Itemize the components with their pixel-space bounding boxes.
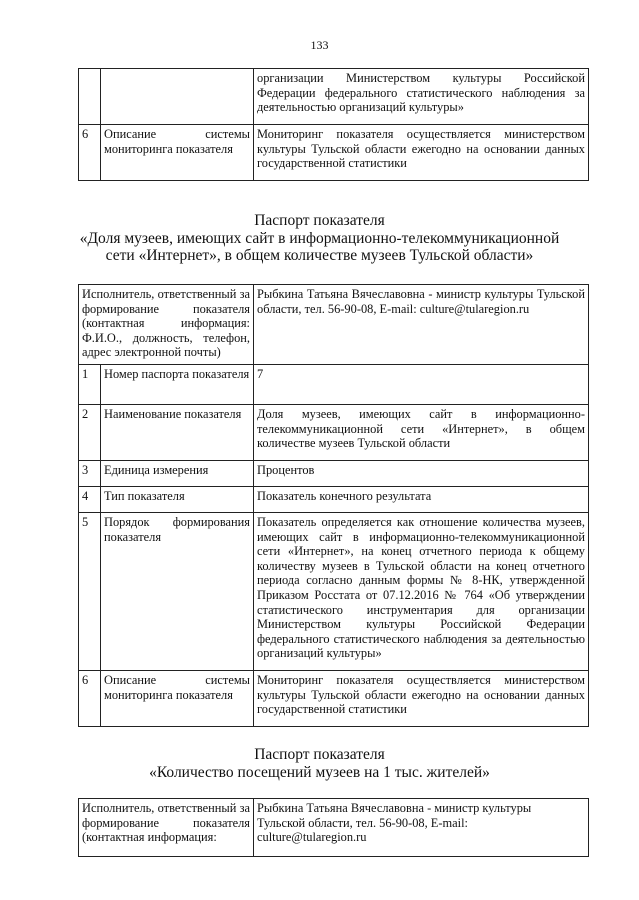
- executor-value-line: Тульской области, тел. 56-90-08, E-mail:: [257, 815, 468, 830]
- passport-subtitle: «Доля музеев, имеющих сайт в информационно-телекоммуникационной: [79, 229, 560, 247]
- executor-value-line: culture@tularegion.ru: [257, 830, 367, 845]
- value-cell: Показатель определяется как отношение количества музеев, имеющих сайт в информационно-телекоммуникационной сети «Интернет», на конец отчетного периода к общему количеству музеев в Тульской области на конец отчетного периода согласно данным формы № 8-НК, утвержденной Приказом Росстата от 07.12.2016 № 764 «Об утверждении статистического инструментария для организации Министерством культуры Российской Федерации федерального статистического наблюдения за деятельностью организаций культуры»: [254, 513, 589, 671]
- passport-subtitle: сети «Интернет», в общем количестве музеев Тульской области»: [105, 247, 534, 264]
- executor-value-line: Рыбкина Татьяна Вячеславовна - министр культуры: [257, 801, 532, 815]
- table-row: [79, 799, 589, 857]
- label-cell: Номер паспорта показателя: [101, 365, 254, 405]
- table-row: [79, 69, 589, 125]
- table-row: [79, 487, 589, 513]
- table-row: [79, 285, 589, 365]
- value-cell: Показатель конечного результата: [254, 487, 589, 513]
- continuation-table: [78, 68, 589, 181]
- passport-table: [78, 284, 589, 727]
- value-cell: Мониторинг показателя осуществляется министерством культуры Тульской области ежегодно на основании данных государственной статистики: [254, 671, 589, 727]
- number-cell: 6: [79, 671, 101, 727]
- number-cell: [79, 69, 101, 125]
- number-cell: 1: [79, 365, 101, 405]
- passport-subtitle: «Количество посещений музеев на 1 тыс. жителей»: [149, 763, 490, 781]
- label-cell: Порядок формирования показателя: [101, 513, 254, 671]
- label-cell: [101, 69, 254, 125]
- table-row: [79, 461, 589, 487]
- number-cell: 6: [79, 125, 101, 181]
- label-cell: Единица измерения: [101, 461, 254, 487]
- value-cell: 7: [254, 365, 589, 405]
- value-cell: организации Министерством культуры Российской Федерации федерального статистического наблюдения за деятельностью организаций культуры»: [254, 69, 589, 125]
- label-cell: Описание системы мониторинга показателя: [101, 671, 254, 727]
- value-cell: Процентов: [254, 461, 589, 487]
- executor-value: Рыбкина Татьяна Вячеславовна - министр культуры Тульской области, тел. 56-90-08, E-mail: culture@tularegion.ru: [254, 285, 589, 365]
- page-number: 133: [310, 38, 329, 52]
- number-cell: 2: [79, 405, 101, 461]
- passport-heading: [0, 212, 639, 265]
- table-row: [79, 405, 589, 461]
- executor-label: Исполнитель, ответственный за формирование показателя (контактная информация: Ф.И.О., должность, телефон, адрес электронной почты): [79, 285, 254, 365]
- table-row: [79, 125, 589, 181]
- value-cell: Мониторинг показателя осуществляется министерством культуры Тульской области ежегодно на основании данных государственной статистики: [254, 125, 589, 181]
- executor-label: Исполнитель, ответственный за формирование показателя (контактная информация:: [79, 799, 254, 857]
- table-row: [79, 671, 589, 727]
- table-row: [79, 513, 589, 671]
- number-cell: 4: [79, 487, 101, 513]
- label-cell: Наименование показателя: [101, 405, 254, 461]
- table-row: [79, 365, 589, 405]
- number-cell: 3: [79, 461, 101, 487]
- passport-table: [78, 798, 589, 857]
- value-cell: Доля музеев, имеющих сайт в информационно-телекоммуникационной сети «Интернет», в общем количестве музеев Тульской области: [254, 405, 589, 461]
- label-cell: Тип показателя: [101, 487, 254, 513]
- label-cell: Описание системы мониторинга показателя: [101, 125, 254, 181]
- executor-value: [254, 799, 589, 857]
- number-cell: 5: [79, 513, 101, 671]
- passport-title: Паспорт показателя: [254, 212, 385, 229]
- passport-heading: [0, 746, 639, 781]
- passport-title: Паспорт показателя: [254, 746, 385, 763]
